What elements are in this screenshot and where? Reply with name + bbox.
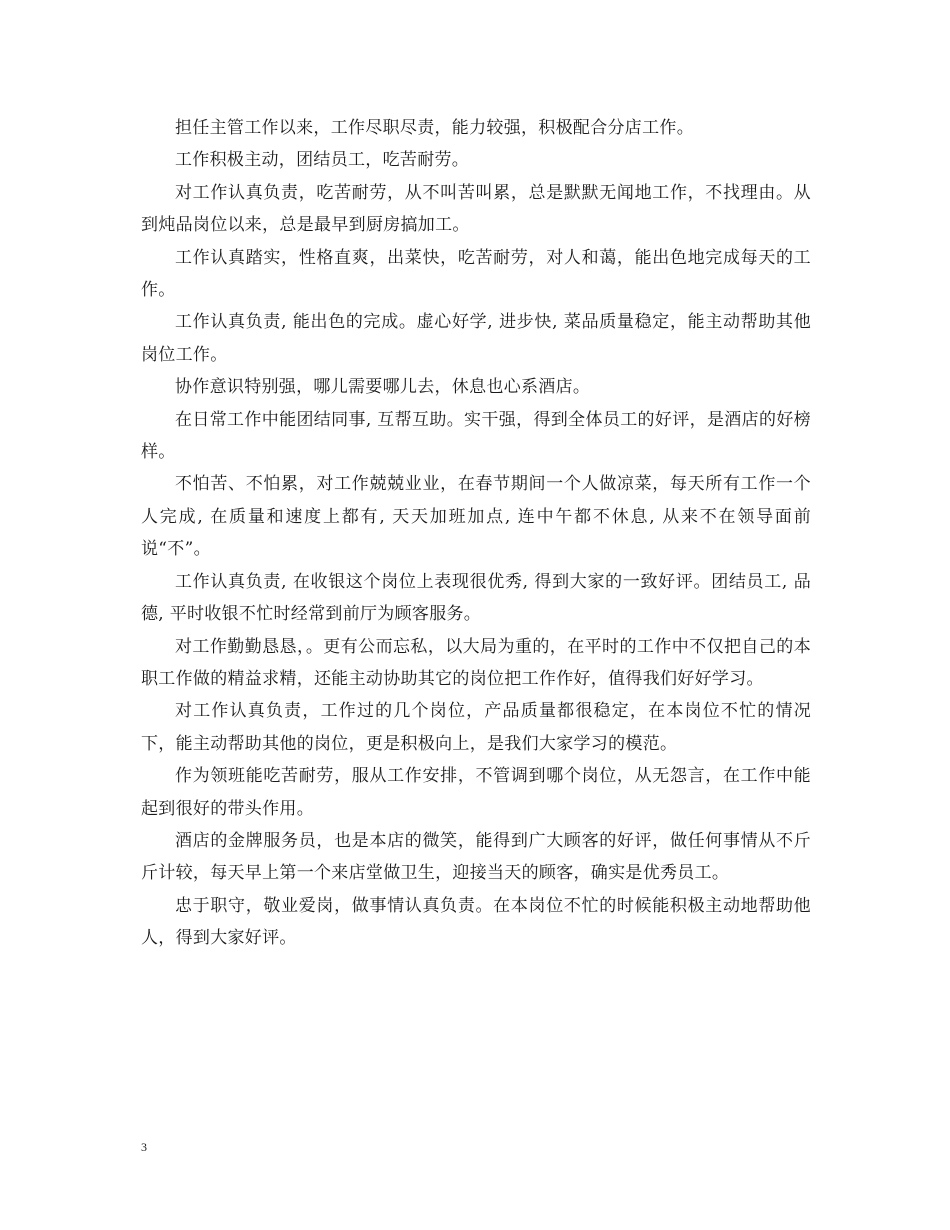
paragraph-8: 不怕苦、不怕累，对工作兢兢业业，在春节期间一个人做凉菜，每天所有工作一个人完成, 在质量和速度上都有, 天天加班加点, 连中午都不休息, 从来不在领导面前说“不”。 xyxy=(141,474,811,560)
page-number: 3 xyxy=(141,1140,147,1154)
paragraph-6: 协作意识特别强，哪儿需要哪儿去，休息也心系酒店。 xyxy=(175,377,591,398)
paragraph-4: 工作认真踏实，性格直爽，出菜快，吃苦耐劳，对人和蔼，能出色地完成每天的工作。 xyxy=(141,247,811,301)
paragraph-3: 对工作认真负责，吃苦耐劳，从不叫苦叫累，总是默默无闻地工作，不找理由。从到炖品岗位以来，总是最早到厨房搞加工。 xyxy=(141,182,811,236)
paragraph-11: 对工作认真负责，工作过的几个岗位，产品质量都很稳定，在本岗位不忙的情况下，能主动帮助其他的岗位，更是积极向上，是我们大家学习的模范。 xyxy=(141,701,811,754)
paragraph-5: 工作认真负责, 能出色的完成。虚心好学, 进步快, 菜品质量稳定，能主动帮助其他岗位工作。 xyxy=(141,312,811,365)
paragraph-2: 工作积极主动，团结员工，吃苦耐劳。 xyxy=(175,150,470,171)
paragraph-7: 在日常工作中能团结同事, 互帮互助。实干强，得到全体员工的好评，是酒店的好榜样。 xyxy=(141,409,811,463)
paragraph-12: 作为领班能吃苦耐劳，服从工作安排，不管调到哪个岗位，从无怨言，在工作中能起到很好的带头作用。 xyxy=(141,766,811,819)
document-body xyxy=(141,112,811,955)
paragraph-1: 担任主管工作以来，工作尽职尽责，能力较强，积极配合分店工作。 xyxy=(175,118,694,138)
paragraph-13: 酒店的金牌服务员，也是本店的微笑，能得到广大顾客的好评，做任何事情从不斤斤计较，每天早上第一个来店堂做卫生，迎接当天的顾客，确实是优秀员工。 xyxy=(141,830,811,884)
paragraph-10: 对工作勤勤恳恳，。更有公而忘私，以大局为重的，在平时的工作中不仅把自己的本职工作做的精益求精，还能主动协助其它的岗位把工作作好，值得我们好好学习。 xyxy=(141,636,811,689)
paragraph-14: 忠于职守，敬业爱岗，做事情认真负责。在本岗位不忙的时候能积极主动地帮助他人，得到大家好评。 xyxy=(141,895,811,949)
paragraph-9: 工作认真负责, 在收银这个岗位上表现很优秀, 得到大家的一致好评。团结员工, 品德, 平时收银不忙时经常到前厅为顾客服务。 xyxy=(141,571,811,625)
